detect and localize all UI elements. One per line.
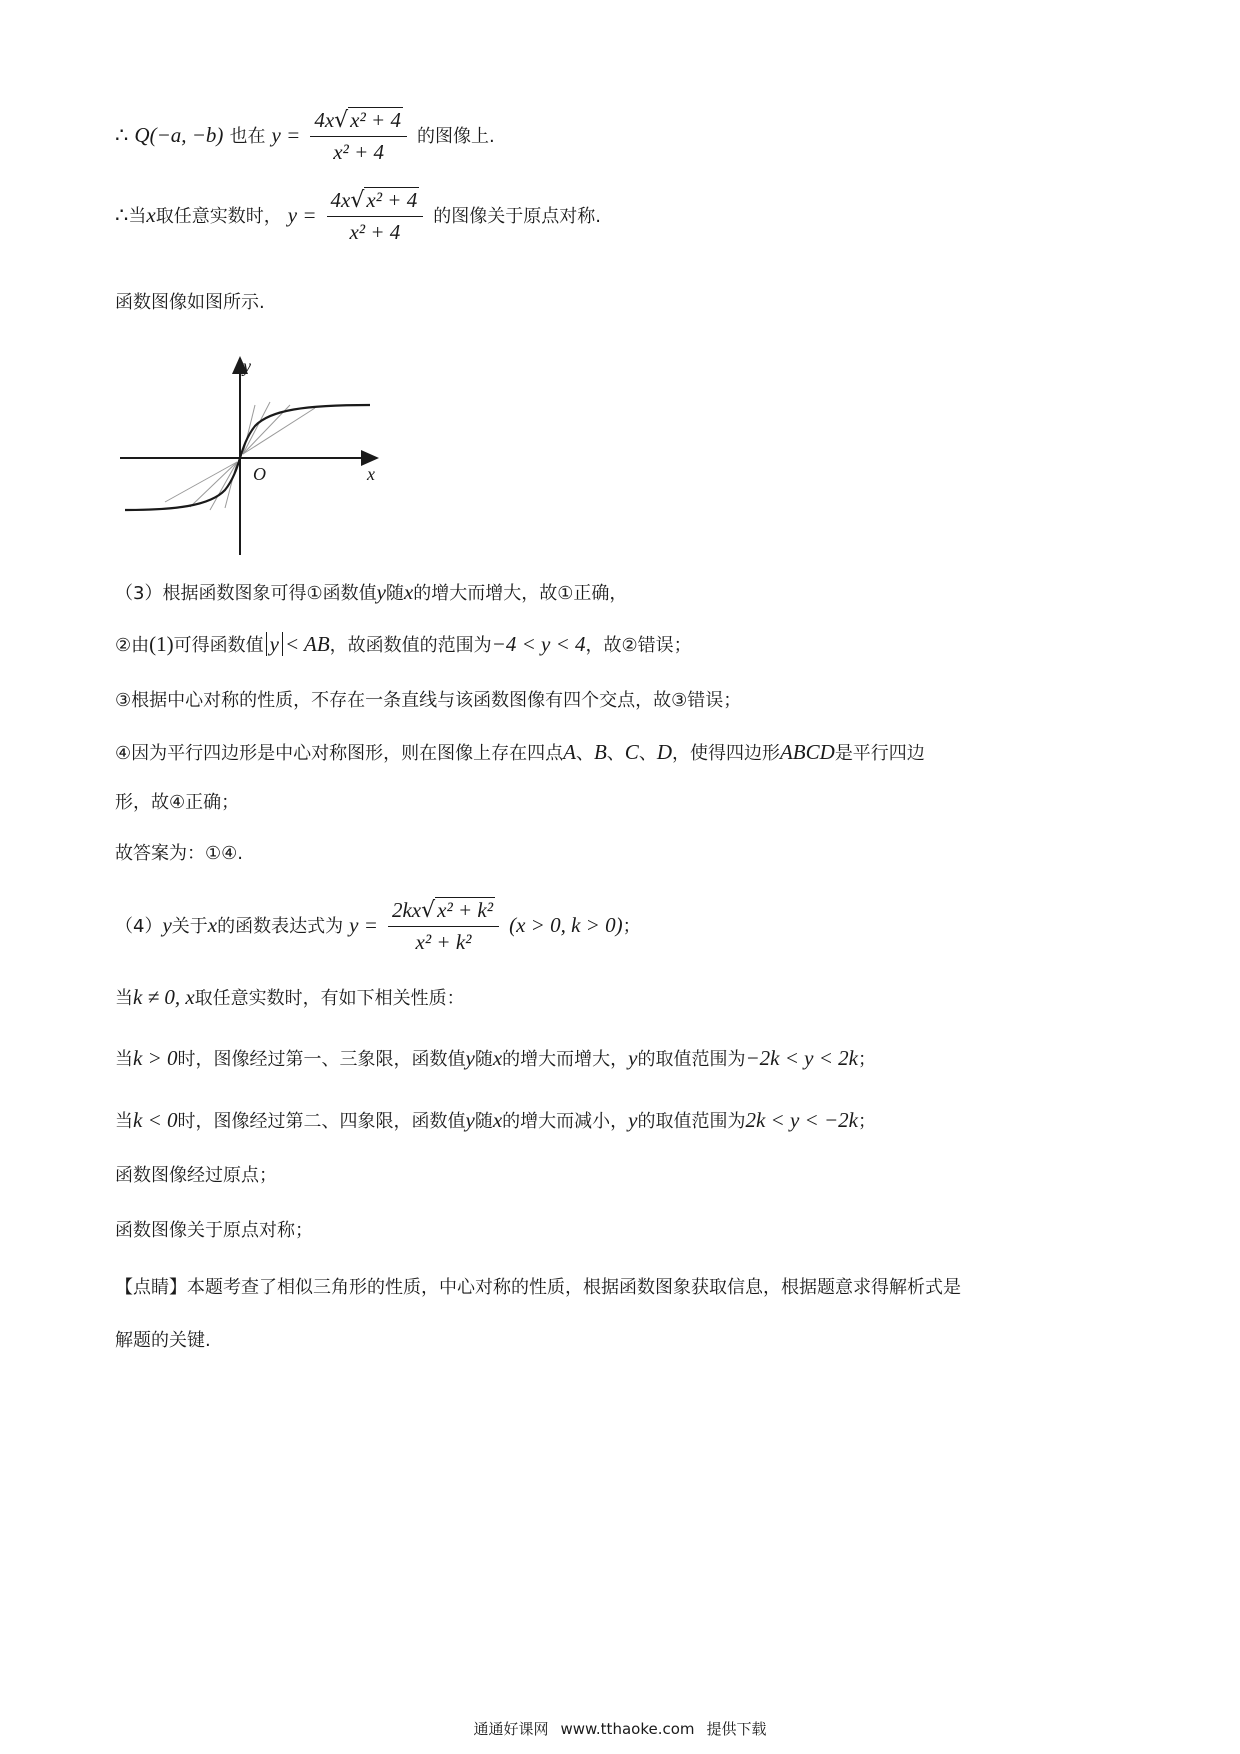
text: 的函数表达式为 bbox=[217, 915, 344, 937]
text: ； bbox=[857, 1111, 876, 1132]
footer-url[interactable]: www.tthaoke.com bbox=[560, 1720, 695, 1738]
text: 时，图像经过第二、四象限，函数值 bbox=[177, 1111, 466, 1132]
text: ，故函数值的范围为 bbox=[329, 635, 492, 656]
line-origin-symmetric bbox=[115, 188, 601, 246]
text: 随 bbox=[385, 583, 404, 604]
line-q-symmetric bbox=[115, 108, 495, 166]
point-c: C bbox=[624, 740, 639, 764]
text: 关于 bbox=[171, 915, 208, 937]
text: 、 bbox=[638, 743, 657, 764]
text: 的增大而增大， bbox=[502, 1049, 629, 1070]
denominator: x² + 4 bbox=[349, 220, 401, 245]
condition: k < 0 bbox=[133, 1108, 178, 1132]
text: ④因为平行四边形是中心对称图形，则在图像上存在四点 bbox=[115, 743, 564, 764]
line-properties-intro bbox=[115, 985, 465, 1010]
var-x: x bbox=[207, 912, 218, 937]
text: 当 bbox=[115, 988, 133, 1009]
y-equals: y = bbox=[349, 912, 378, 937]
point-q-coords: (−a, −b) bbox=[149, 122, 224, 147]
domain-condition: (x > 0, k > 0) bbox=[509, 912, 623, 937]
line-statement-4 bbox=[115, 740, 925, 765]
text: 的取值范围为 bbox=[637, 1111, 746, 1132]
var-y: y bbox=[465, 1108, 475, 1132]
text: 也在 bbox=[229, 125, 266, 147]
point-b: B bbox=[593, 740, 607, 764]
therefore-symbol: ∴ bbox=[115, 202, 129, 227]
line-part4 bbox=[115, 898, 641, 956]
text: 的增大而增大，故①正确， bbox=[413, 583, 628, 604]
var-y: y bbox=[376, 580, 386, 604]
footer-tail: 提供下载 bbox=[706, 1720, 767, 1738]
fraction: $\frac{\text{2kx√x² + k²}}{\text{x² + k²}}$ bbox=[388, 898, 499, 956]
radicand: x² + 4 bbox=[366, 188, 418, 212]
y-equals: y = bbox=[287, 202, 317, 227]
graph-caption: 函数图像如图所示. bbox=[115, 292, 265, 313]
point-d: D bbox=[656, 740, 672, 764]
text: ； bbox=[622, 915, 641, 937]
text: 的取值范围为 bbox=[637, 1049, 746, 1070]
text: 当 bbox=[128, 205, 147, 227]
text: 取任意实数时，有如下相关性质： bbox=[194, 988, 465, 1009]
page-footer bbox=[0, 1718, 1240, 1739]
line-answer: 故答案为：①④. bbox=[115, 843, 243, 864]
text: 随 bbox=[474, 1111, 493, 1132]
function-graph bbox=[115, 350, 395, 560]
text: （3）根据函数图象可得①函数值 bbox=[115, 583, 377, 604]
line-statement-4-cont: 形，故④正确； bbox=[115, 792, 240, 813]
var-y: y bbox=[465, 1046, 475, 1070]
condition: k ≠ 0, x bbox=[133, 985, 195, 1009]
denominator: x² + k² bbox=[415, 930, 472, 955]
inequality: < AB bbox=[284, 632, 330, 656]
text: 的图像关于原点对称. bbox=[433, 205, 601, 227]
range: −4 < y < 4 bbox=[491, 632, 586, 656]
range: 2k < y < −2k bbox=[745, 1108, 858, 1132]
origin-label: O bbox=[253, 464, 266, 484]
line-property-k-negative bbox=[115, 1108, 876, 1133]
line-summary: 【点睛】本题考查了相似三角形的性质，中心对称的性质，根据函数图象获取信息，根据题意求得解析式是 bbox=[115, 1277, 961, 1298]
text: （4） bbox=[115, 915, 163, 937]
var-x: x bbox=[146, 202, 156, 227]
footer-site-name: 通通好课网 bbox=[473, 1720, 549, 1738]
therefore-symbol: ∴ bbox=[115, 122, 129, 147]
line-statement-2 bbox=[115, 632, 692, 657]
line-summary-cont: 解题的关键. bbox=[115, 1330, 211, 1351]
line-part3 bbox=[115, 580, 627, 605]
quad-abcd: ABCD bbox=[779, 740, 835, 764]
text: 当 bbox=[115, 1111, 133, 1132]
text: ，使得四边形 bbox=[671, 743, 780, 764]
line-property-k-positive bbox=[115, 1046, 876, 1071]
ref-part1: (1) bbox=[149, 632, 174, 656]
text: 时，图像经过第一、三象限，函数值 bbox=[177, 1049, 466, 1070]
text: 可得函数值 bbox=[173, 635, 264, 656]
numerator-coef: 4x bbox=[330, 188, 351, 212]
numerator-coef: 4x bbox=[314, 108, 335, 132]
text: ②由 bbox=[115, 635, 150, 656]
line-statement-3: ③根据中心对称的性质，不存在一条直线与该函数图像有四个交点，故③错误； bbox=[115, 690, 742, 711]
text: 、 bbox=[606, 743, 625, 764]
text: 是平行四边 bbox=[834, 743, 925, 764]
y-axis-label: y bbox=[243, 356, 251, 376]
var-y: y bbox=[628, 1108, 638, 1132]
text: 当 bbox=[115, 1049, 133, 1070]
numerator-coef: 2kx bbox=[391, 898, 422, 922]
line-passes-origin: 函数图像经过原点； bbox=[115, 1165, 277, 1186]
var-y: y bbox=[162, 912, 172, 937]
text: 取任意实数时， bbox=[155, 205, 282, 227]
range: −2k < y < 2k bbox=[745, 1046, 858, 1070]
text: 的图像上. bbox=[417, 125, 495, 147]
fraction: $\frac{\text{4x√x² + 4}}{\text{x² + 4}}$ bbox=[327, 188, 424, 246]
radicand: x² + k² bbox=[437, 898, 494, 922]
var-x: x bbox=[492, 1108, 503, 1132]
y-equals: y = bbox=[271, 122, 301, 147]
condition: k > 0 bbox=[133, 1046, 178, 1070]
abs-y: y bbox=[266, 632, 283, 656]
point-a: A bbox=[563, 740, 576, 764]
radicand: x² + 4 bbox=[350, 108, 401, 132]
text: ； bbox=[857, 1049, 876, 1070]
denominator: x² + 4 bbox=[333, 140, 385, 165]
var-x: x bbox=[492, 1046, 503, 1070]
point-q: Q bbox=[134, 122, 150, 147]
fraction: $\frac{\text{4x√x² + 4}}{\text{x² + 4}}$ bbox=[310, 108, 407, 166]
var-x: x bbox=[403, 580, 414, 604]
x-axis-label: x bbox=[367, 464, 375, 484]
text: 、 bbox=[575, 743, 594, 764]
text: ，故②错误； bbox=[585, 635, 692, 656]
var-y: y bbox=[628, 1046, 638, 1070]
text: 随 bbox=[474, 1049, 493, 1070]
line-origin-symmetry: 函数图像关于原点对称； bbox=[115, 1220, 313, 1241]
text: 的增大而减小， bbox=[502, 1111, 629, 1132]
